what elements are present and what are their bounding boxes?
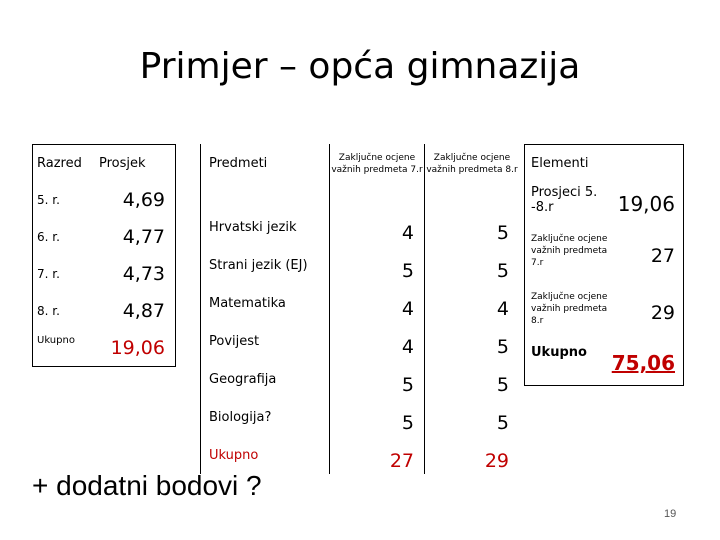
table-row <box>201 284 520 322</box>
header-grade-7: Zaključne ocjene važnih predmeta 7.r <box>330 144 425 208</box>
grade-8: 5 <box>425 322 520 360</box>
grade-8: 5 <box>425 398 520 436</box>
table-row <box>525 285 684 341</box>
table-row-total <box>525 341 684 386</box>
table-header-row <box>33 145 176 182</box>
table-header-row <box>525 145 684 182</box>
subject-name: Hrvatski jezik <box>209 219 297 235</box>
grade-7: 5 <box>330 246 425 284</box>
subject-name: Matematika <box>209 295 286 311</box>
grade-7-total: 27 <box>330 436 425 474</box>
grade-7: 4 <box>330 322 425 360</box>
row-label: 6. r. <box>37 229 60 244</box>
page-number: 19 <box>664 508 677 520</box>
row-value-total: 19,06 <box>110 336 165 359</box>
grade-8: 5 <box>425 246 520 284</box>
table-row <box>33 218 176 255</box>
element-value-total: 75,06 <box>611 351 675 375</box>
grade-7: 5 <box>330 398 425 436</box>
row-label: 8. r. <box>37 303 60 318</box>
table-row <box>201 322 520 360</box>
element-label: Zaključne ocjene važnih predmeta 7.r <box>531 234 608 268</box>
row-value: 4,69 <box>122 188 165 211</box>
grade-8: 5 <box>425 360 520 398</box>
slide-title: Primjer – opća gimnazija <box>139 46 581 87</box>
grades-average-table <box>32 144 176 367</box>
table-row-total <box>201 436 520 474</box>
header-predmeti: Predmeti <box>209 156 268 171</box>
subject-name: Geografija <box>209 371 277 387</box>
subjects-table <box>200 144 519 474</box>
element-value: 27 <box>650 245 675 267</box>
table-row-total <box>33 329 176 367</box>
grade-7: 4 <box>330 208 425 246</box>
subject-name-total: Ukupno <box>209 447 259 463</box>
subject-name: Povijest <box>209 333 260 349</box>
table-row <box>525 227 684 285</box>
row-value: 4,73 <box>122 262 165 285</box>
table-row <box>201 208 520 246</box>
element-label: Zaključne ocjene važnih predmeta 8.r <box>531 292 608 326</box>
row-label: 7. r. <box>37 266 60 281</box>
table-row <box>33 292 176 329</box>
grade-7: 4 <box>330 284 425 322</box>
grade-8-total: 29 <box>425 436 520 474</box>
table-row <box>201 246 520 284</box>
row-value: 4,77 <box>122 225 165 248</box>
table-row <box>201 398 520 436</box>
bonus-points-note: + dodatni bodovi ? <box>32 470 262 501</box>
header-grade-8: Zaključne ocjene važnih predmeta 8.r <box>425 144 520 208</box>
table-row <box>33 181 176 218</box>
table-row <box>525 181 684 227</box>
subject-name: Biologija? <box>209 409 272 425</box>
table-row <box>201 360 520 398</box>
header-prosjek: Prosjek <box>99 155 146 171</box>
grade-8: 4 <box>425 284 520 322</box>
table-header-row <box>201 144 520 208</box>
grade-8: 5 <box>425 208 520 246</box>
element-label: Prosjeci 5. -8.r <box>531 185 598 215</box>
row-label: Ukupno <box>37 335 75 346</box>
element-value: 29 <box>650 302 675 324</box>
header-razred: Razred <box>37 155 82 171</box>
row-value: 4,87 <box>122 299 165 322</box>
elements-table <box>524 144 684 386</box>
grade-7: 5 <box>330 360 425 398</box>
element-label-total: Ukupno <box>531 345 587 360</box>
row-label: 5. r. <box>37 192 60 207</box>
table-row <box>33 255 176 292</box>
subject-name: Strani jezik (EJ) <box>209 257 308 273</box>
element-value: 19,06 <box>617 192 675 216</box>
header-elementi: Elementi <box>531 155 589 171</box>
